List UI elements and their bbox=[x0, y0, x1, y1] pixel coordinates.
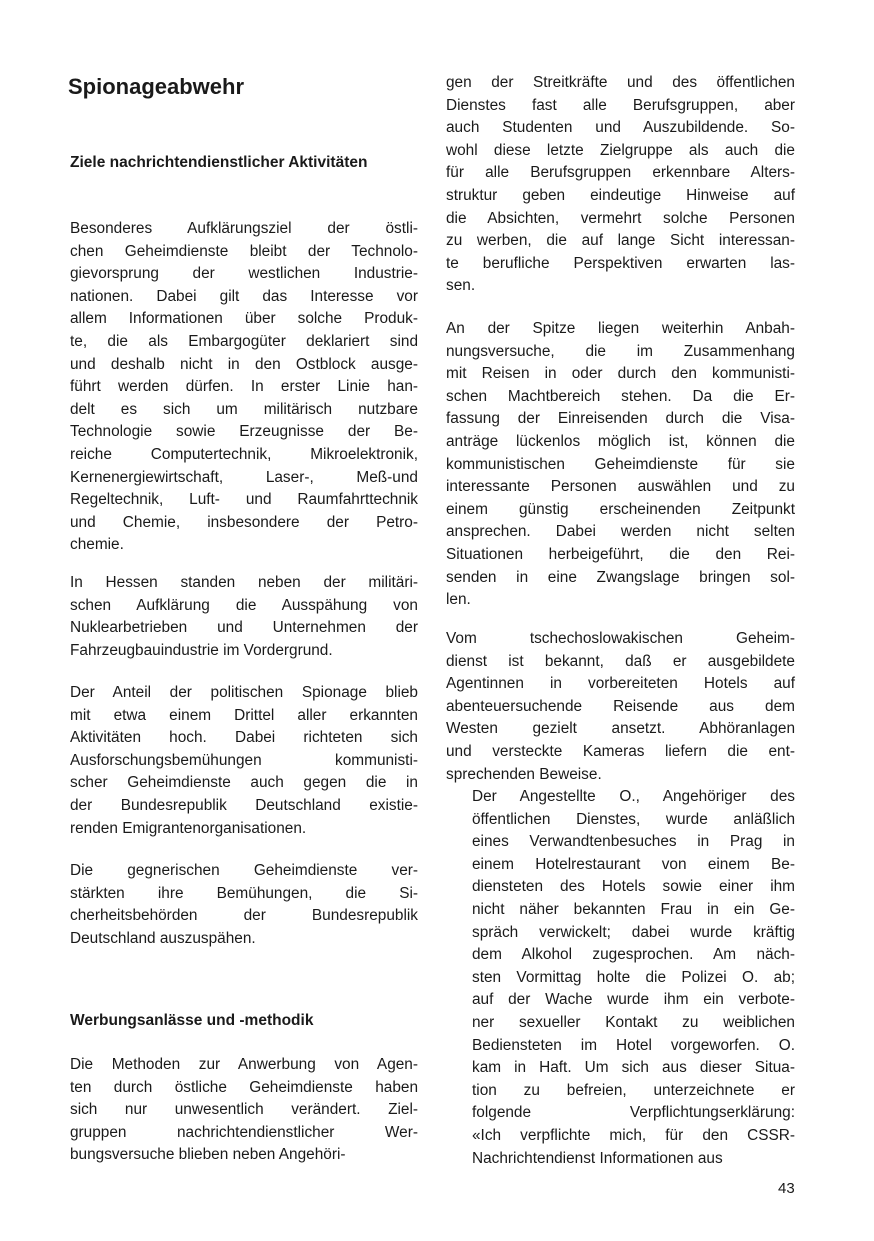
paragraph bbox=[446, 72, 795, 298]
text-line: senden in eine Zwangslage bringen sol- bbox=[446, 568, 795, 586]
text-line: und deshalb nicht in den Ostblock ausge- bbox=[70, 355, 418, 373]
text-line: Aktivitäten hoch. Dabei richteten sich bbox=[70, 729, 418, 747]
text-line: struktur geben eindeutige Hinweise auf bbox=[446, 186, 795, 204]
text-line: sen. bbox=[446, 277, 476, 295]
text-line: Westen gezielt ansetzt. Abhöranlagen bbox=[446, 720, 795, 738]
text-line: An der Spitze liegen weiterhin Anbah- bbox=[446, 320, 795, 337]
text-line: Die gegnerischen Geheimdienste ver- bbox=[70, 862, 418, 879]
text-line: scher Geheimdienste auch gegen die in bbox=[70, 774, 418, 792]
section-heading-werbung: Werbungsanlässe und -methodik bbox=[70, 1012, 314, 1029]
paragraph bbox=[70, 218, 418, 557]
text-line: sten Vormittag holte die Polizei O. ab; bbox=[472, 968, 795, 986]
text-line: auch Studenten und Auszubildende. So- bbox=[446, 119, 795, 137]
paragraph bbox=[70, 682, 418, 840]
text-line: kommunistischen Geheimdienste für sie bbox=[446, 455, 795, 473]
text-line: Deutschland auszuspähen. bbox=[70, 929, 256, 947]
text-line: bungsversuche blieben neben Angehöri- bbox=[70, 1146, 346, 1164]
text-line: Bediensteten im Hotel vorgeworfen. O. bbox=[472, 1036, 795, 1054]
text-line: dienst ist bekannt, daß er ausgebildete bbox=[446, 652, 795, 670]
text-line: der Bundesrepublik Deutschland existie- bbox=[70, 796, 418, 814]
paragraph bbox=[70, 1054, 418, 1167]
text-line: nicht näher bekannten Frau in ein Ge- bbox=[472, 900, 795, 918]
text-line: Der Angestellte O., Angehöriger des bbox=[472, 788, 795, 805]
text-line: für alle Berufsgruppen erkennbare Alters- bbox=[446, 164, 795, 182]
text-line: auf der Wache wurde ihm ein verbote- bbox=[472, 991, 795, 1009]
text-line: anträge lückenlos möglich ist, können die bbox=[446, 432, 795, 450]
page-number: 43 bbox=[778, 1180, 795, 1197]
text-line: te berufliche Perspektiven erwarten las- bbox=[446, 254, 795, 272]
text-line: mit etwa einem Drittel aller erkannten bbox=[70, 706, 418, 724]
text-line: renden Emigrantenorganisationen. bbox=[70, 819, 307, 837]
text-line: diensteten des Hotels sowie einer ihm bbox=[472, 878, 795, 896]
section-heading-ziele: Ziele nachrichtendienstlicher Aktivitäten bbox=[70, 154, 368, 171]
text-line: tion zu befreien, unterzeichnete er bbox=[472, 1081, 795, 1099]
text-line: delt es sich um militärisch nutzbare bbox=[70, 400, 418, 418]
text-line: gievorsprung der westlichen Industrie- bbox=[70, 265, 418, 283]
text-line: «Ich verpflichte mich, für den CSSR- bbox=[472, 1126, 795, 1144]
text-line: nungsversuche, die im Zusammenhang bbox=[446, 342, 795, 360]
text-line: folgende Verpflichtungserklärung: bbox=[472, 1104, 795, 1122]
text-line: fassung der Einreisenden durch die Visa- bbox=[446, 410, 795, 428]
text-line: sprechenden Beweise. bbox=[446, 765, 602, 783]
paragraph bbox=[446, 628, 795, 786]
text-line: ten durch östliche Geheimdienste haben bbox=[70, 1078, 418, 1096]
text-line: Besonderes Aufklärungsziel der östli- bbox=[70, 220, 418, 237]
text-line: und versteckte Kameras liefern die ent- bbox=[446, 742, 795, 760]
text-line: führt werden dürfen. In erster Linie han- bbox=[70, 378, 418, 396]
paragraph bbox=[70, 860, 418, 950]
text-line: In Hessen standen neben der militäri- bbox=[70, 574, 418, 591]
text-line: gruppen nachrichtendienstlicher Wer- bbox=[70, 1123, 418, 1141]
text-line: interessante Personen auswählen und zu bbox=[446, 478, 795, 496]
text-line: dem Alkohol zugesprochen. Am näch- bbox=[472, 946, 795, 964]
text-line: Die Methoden zur Anwerbung von Agen- bbox=[70, 1056, 418, 1073]
text-line: kam in Haft. Um sich aus dieser Situa- bbox=[472, 1059, 795, 1077]
text-line: Situationen herbeigeführt, die den Rei- bbox=[446, 545, 795, 563]
text-line: Agentinnen in vorbereiteten Hotels auf bbox=[446, 675, 795, 693]
text-line: reiche Computertechnik, Mikroelektronik, bbox=[70, 445, 418, 463]
text-line: Regeltechnik, Luft- und Raumfahrttechnik bbox=[70, 491, 418, 509]
text-line: mit Reisen in oder durch den kommunisti- bbox=[446, 365, 795, 383]
text-line: die Absichten, vermehrt solche Personen bbox=[446, 209, 795, 227]
text-line: einem günstig erscheinenden Zeitpunkt bbox=[446, 500, 795, 518]
text-line: ner sexueller Kontakt zu weiblichen bbox=[472, 1013, 795, 1031]
text-line: wohl diese letzte Zielgruppe als auch die bbox=[446, 141, 795, 159]
text-line: Kernenergiewirtschaft, Laser-, Meß-und bbox=[70, 468, 418, 486]
text-line: nationen. Dabei gilt das Interesse vor bbox=[70, 287, 418, 305]
text-line: Der Anteil der politischen Spionage blieb bbox=[70, 684, 418, 701]
text-line: ansprechen. Dabei werden nicht selten bbox=[446, 523, 795, 541]
paragraph bbox=[70, 572, 418, 662]
text-line: öffentlichen Dienstes, wurde anläßlich bbox=[472, 810, 795, 828]
text-line: Dienstes fast alle Berufsgruppen, aber bbox=[446, 96, 795, 114]
text-line: eines Verwandtenbesuches in Prag in bbox=[472, 833, 795, 851]
page-title: Spionageabwehr bbox=[68, 74, 245, 99]
text-line: und Chemie, insbesondere der Petro- bbox=[70, 513, 418, 531]
text-line: Vom tschechoslowakischen Geheim- bbox=[446, 630, 795, 647]
text-line: te, die als Embargogüter deklariert sind bbox=[70, 332, 418, 350]
case-example-paragraph bbox=[446, 786, 795, 1170]
text-line: Nachrichtendienst Informationen aus bbox=[472, 1149, 723, 1167]
paragraph bbox=[446, 318, 795, 612]
text-line: allem Informationen über solche Produk- bbox=[70, 310, 418, 328]
text-line: abenteuersuchende Reisende aus dem bbox=[446, 697, 795, 715]
text-line: Ausforschungsbemühungen kommunisti- bbox=[70, 751, 418, 769]
text-line: schen Machtbereich stehen. Da die Er- bbox=[446, 387, 795, 405]
text-line: sich nur unwesentlich verändert. Ziel- bbox=[70, 1101, 418, 1119]
text-line: Fahrzeugbauindustrie im Vordergrund. bbox=[70, 641, 333, 659]
text-line: schen Aufklärung die Ausspähung von bbox=[70, 596, 418, 614]
text-line: spräch verwickelt; dabei wurde kräftig bbox=[472, 923, 795, 941]
text-line: len. bbox=[446, 591, 471, 609]
text-line: Nuklearbetrieben und Unternehmen der bbox=[70, 619, 418, 637]
text-line: cherheitsbehörden der Bundesrepublik bbox=[70, 907, 418, 925]
text-line: einem Hotelrestaurant von einem Be- bbox=[472, 855, 795, 873]
text-line: chemie. bbox=[70, 536, 124, 554]
text-line: gen der Streitkräfte und des öffentlichen bbox=[446, 74, 795, 91]
text-line: chen Geheimdienste bleibt der Technolo- bbox=[70, 242, 418, 260]
text-line: Technologie sowie Erzeugnisse der Be- bbox=[70, 423, 418, 441]
text-line: stärkten ihre Bemühungen, die Si- bbox=[70, 884, 418, 902]
text-line: zu werben, die auf lange Sicht interessan- bbox=[446, 232, 795, 250]
